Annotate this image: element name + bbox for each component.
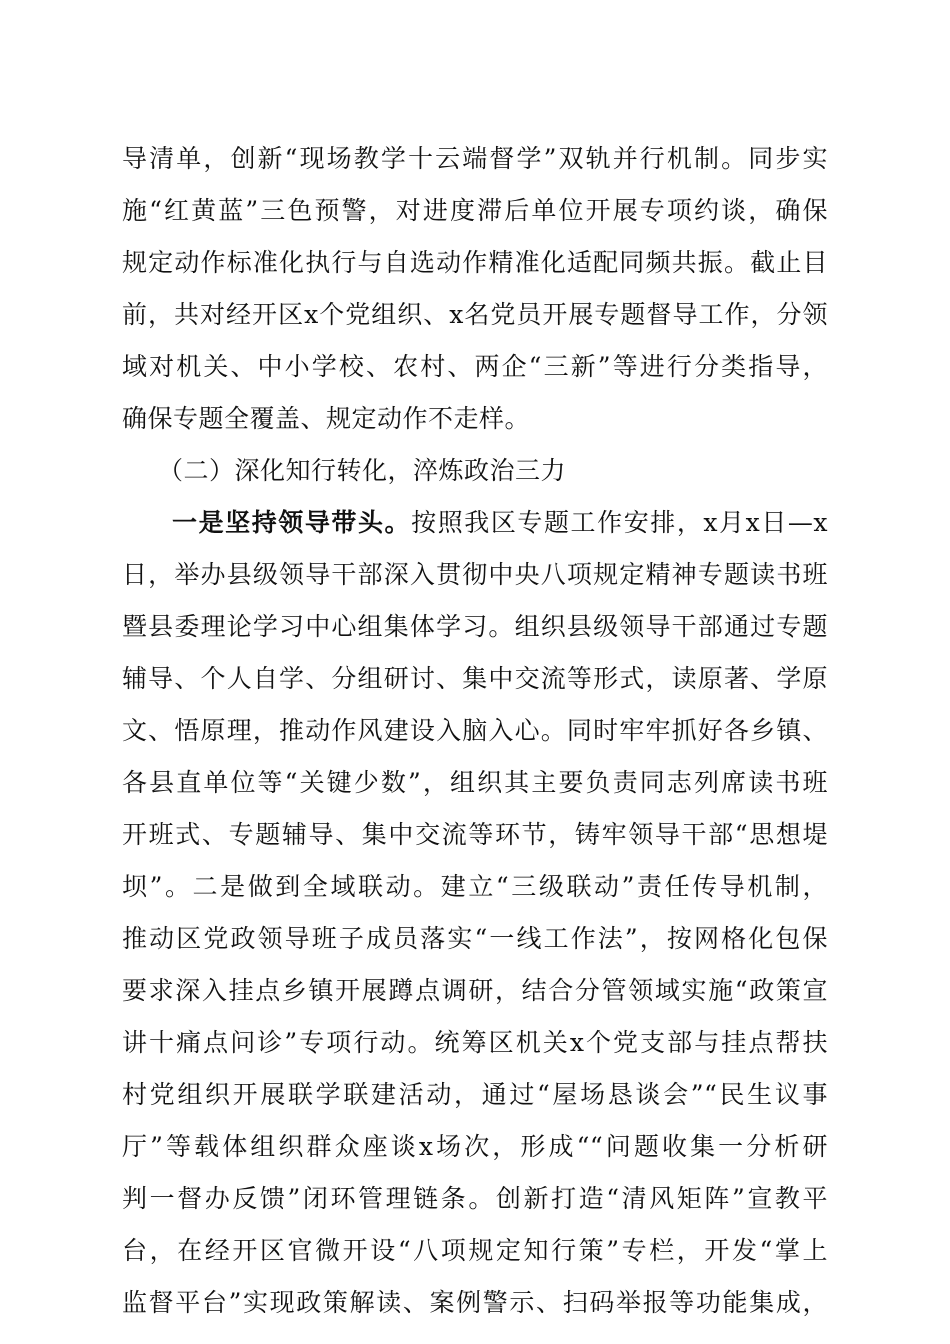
paragraph-line: 村党组织开展联学联建活动，通过“屋场恳谈会”“民生议事 — [122, 1080, 828, 1109]
paragraph-line: 判一督办反馈”闭环管理链条。创新打造“清风矩阵”宣教平 — [122, 1184, 828, 1213]
paragraph-line: 辅导、个人自学、分组研讨、集中交流等形式，读原著、学原 — [122, 664, 828, 693]
paragraph-line: 开班式、专题辅导、集中交流等环节，铸牢领导干部“思想堤 — [122, 820, 828, 849]
first-line-text: 按照我区专题工作安排，x月x日—x — [411, 508, 828, 537]
paragraph-line: 要求深入挂点乡镇开展蹲点调研，结合分管领域实施“政策宣 — [122, 976, 828, 1005]
paragraph-line: 讲十痛点问诊”专项行动。统筹区机关x个党支部与挂点帮扶 — [122, 1028, 828, 1057]
paragraph-line: 暨县委理论学习中心组集体学习。组织县级领导干部通过专题 — [122, 612, 828, 641]
paragraph-line: 导清单，创新“现场教学十云端督学”双轨并行机制。同步实 — [122, 144, 828, 173]
paragraph-line: 规定动作标准化执行与自选动作精准化适配同频共振。截止目 — [122, 248, 828, 277]
paragraph-line: 各县直单位等“关键少数”，组织其主要负责同志列席读书班 — [122, 768, 828, 797]
paragraph-line: 域对机关、中小学校、农村、两企“三新”等进行分类指导， — [122, 352, 828, 381]
lead-phrase: 一是坚持领导带头。 — [172, 508, 412, 537]
section-heading: （二）深化知行转化，淬炼政治三力 — [158, 456, 567, 485]
paragraph-line: 监督平台”实现政策解读、案例警示、扫码举报等功能集成， — [122, 1288, 828, 1317]
paragraph-line: 坝”。二是做到全域联动。建立“三级联动”责任传导机制， — [122, 872, 828, 901]
paragraph-first-line — [172, 500, 828, 546]
paragraph-line: 确保专题全覆盖、规定动作不走样。 — [122, 404, 531, 433]
paragraph-line: 文、悟原理，推动作风建设入脑入心。同时牢牢抓好各乡镇、 — [122, 716, 828, 745]
paragraph-line: 前，共对经开区x个党组织、x名党员开展专题督导工作，分领 — [122, 300, 828, 329]
paragraph-line: 厅”等载体组织群众座谈x场次，形成““问题收集一分析研 — [122, 1132, 828, 1161]
paragraph-line: 推动区党政领导班子成员落实“一线工作法”，按网格化包保 — [122, 924, 828, 953]
paragraph-line: 施“红黄蓝”三色预警，对进度滞后单位开展专项约谈，确保 — [122, 196, 828, 225]
paragraph-line: 台，在经开区官微开设“八项规定知行策”专栏，开发“掌上 — [122, 1236, 828, 1265]
paragraph-line: 日，举办县级领导干部深入贯彻中央八项规定精神专题读书班 — [122, 560, 828, 589]
